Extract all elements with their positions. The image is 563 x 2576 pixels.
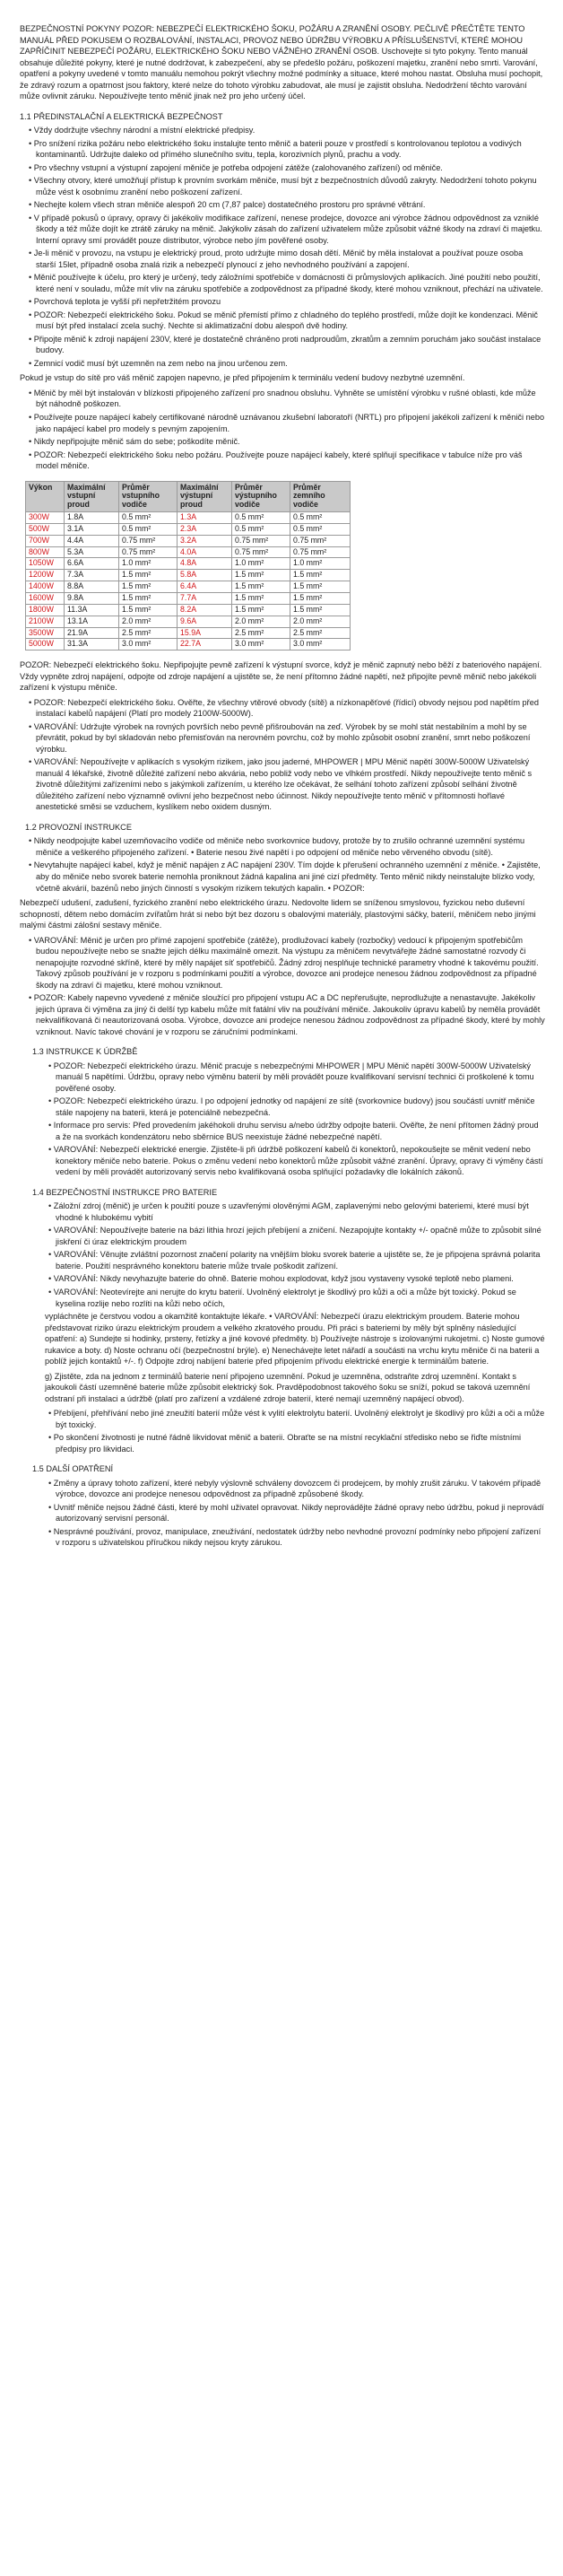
table-cell: 6.6A xyxy=(65,558,119,570)
table-cell: 7.7A xyxy=(178,593,232,605)
table-cell: 2.0 mm² xyxy=(119,616,178,627)
table-cell: 500W xyxy=(26,523,65,535)
cable-spec-table xyxy=(25,481,351,651)
warning-paragraph: POZOR: Nebezpečí elektrického šoku. Nepřipojujte pevně zařízení k výstupní svorce, když je měnič zapnutý nebo běží z bateriového napájení. Vždy vypněte zdroj napájení, odpojte od zdroje napájení a ujistěte se, že není přítomno žádné napětí, než připojíte pevně měnič nebo jakékoli zařízení k výstupu měniče. xyxy=(20,660,542,693)
table-cell: 0.75 mm² xyxy=(290,535,351,546)
list-item: • VAROVÁNÍ: Nepoužívejte baterie na bázi lithia hrozí jejich přebíjení a zničení. Nezapojujte kontakty +/- opačně může to způsobit silné jiskření či úraz elektrickým proudem xyxy=(45,1225,545,1247)
table-row xyxy=(26,593,351,605)
table-cell: 0.5 mm² xyxy=(290,512,351,524)
table-cell: 2.0 mm² xyxy=(232,616,290,627)
table-cell: 1.5 mm² xyxy=(119,604,178,616)
table-cell: 1.5 mm² xyxy=(290,593,351,605)
table-cell: 1.0 mm² xyxy=(290,558,351,570)
table-cell: 15.9A xyxy=(178,627,232,639)
table-row xyxy=(26,616,351,627)
list-item: • Nechejte kolem všech stran měniče alespoň 20 cm (7,87 palce) dostatečného prostoru pro správné větrání. xyxy=(25,199,545,211)
list-item: • Po skončení životnosti je nutné řádně likvidovat měnič a baterii. Obraťte se na místní recyklační středisko nebo se řiďte místními předpisy pro likvidaci. xyxy=(45,1432,545,1454)
table-cell: 1050W xyxy=(26,558,65,570)
list-item: • VAROVÁNÍ: Věnujte zvláštní pozornost značení polarity na vnějším bloku svorek baterie a ujistěte se, že je připojena správná polarita baterie. Použití nesprávného konektoru baterie může trvale poškodit zařízení. xyxy=(45,1249,545,1271)
table-cell: 22.7A xyxy=(178,639,232,651)
table-cell: 3500W xyxy=(26,627,65,639)
table-row xyxy=(26,523,351,535)
list-item: • Změny a úpravy tohoto zařízení, které nebyly výslovně schváleny dovozcem či prodejcem, by mohly zrušit záruku. V takovém případě výrobce, dovozce ani prodejce nenesou odpovědnost za případně způsobené škody. xyxy=(45,1478,545,1500)
table-cell: 2.5 mm² xyxy=(232,627,290,639)
table-row xyxy=(26,581,351,593)
list-item: • Měnič používejte k účelu, pro který je určený, tedy záložními spotřebiče v domácnosti či průmyslových aplikacích. Jiné použití nebo použití, které není v souladu, může mít vliv na záruku spotřebiče a zodpovědnost za případné škody, které mohou vzniknout, přechází na uživatele. xyxy=(25,272,545,294)
table-cell: 13.1A xyxy=(65,616,119,627)
table-cell: 2.5 mm² xyxy=(290,627,351,639)
table-cell: 3.0 mm² xyxy=(290,639,351,651)
column-header: Průměr vstupního vodiče xyxy=(119,481,178,512)
table-row xyxy=(26,604,351,616)
table-cell: 300W xyxy=(26,512,65,524)
table-cell: 0.5 mm² xyxy=(232,512,290,524)
column-header: Průměr výstupního vodiče xyxy=(232,481,290,512)
table-cell: 4.4A xyxy=(65,535,119,546)
section-2-title: 1.2 PROVOZNÍ INSTRUKCE xyxy=(25,822,132,832)
intro-paragraph: BEZPEČNOSTNÍ POKYNY POZOR: NEBEZPEČÍ ELEKTRICKÉHO ŠOKU, POŽÁRU A ZRANĚNÍ OSOBY. PEČLIVĚ PŘEČTĚTE TENTO MANUÁL PŘED POKUSEM O ROZBALOVÁNÍ, INSTALACI, PROVOZ NEBO ÚDRŽBU VÝROBKU A PŘÍSLUŠENSTVÍ, KTERÉ MOHOU ZAPŘÍČINIT NEBEZPEČÍ POŽÁRU, ELEKTRICKÉHO ŠOKU NEBO VÁŽNÉHO ZRANĚNÍ OSOB. Uschovejte si tyto pokyny. Tento manuál obsahuje důležité pokyny, které je nutné dodržovat, k zabezpečení, aby se předešlo požáru, poškození majetku, zranění nebo smrti. Varování, opatření a pokyny uvedené v tomto manuálu nemohou pokrýt všechny možné podmínky a situace, které mohou nastat. Obsluha musí pochopit, že zdravý rozum a opatrnost jsou faktory, které nelze do tohoto výrobku zabudovat, ale musí je zajistit obsluha. Nedodržení těchto varování může ovlivnit záruku. Nepoužívejte tento měnič jinak než pro jeho určený účel. xyxy=(20,24,543,101)
list-item: • Záložní zdroj (měnič) je určen k použití pouze s uzavřenými olověnými AGM, zaplavenými nebo gelovými bateriemi, které musí být vhodné k hlubokému vybití xyxy=(45,1201,545,1223)
list-item: • Pro všechny vstupní a výstupní zapojení měniče je potřeba odpojení zátěže (zalohovaného zařízení) od měniče. xyxy=(25,162,545,174)
table-cell: 0.75 mm² xyxy=(232,546,290,558)
list-item: • POZOR: Kabely napevno vyvedené z měniče sloužící pro připojení vstupu AC a DC nepřerušujte, neprodlužujte a nenastavujte. Jakékoliv jejich úprava či výměna za jiný či delší typ kabelu může mít fatální vliv na používání měniče. Jakoukoliv úpravu kabelů by neměla provádět nekvalifikovaná či neautorizovaná osoba. Výrobce, dovozce ani prodejce nenesou žádnou zodpovědnost za případné škody, které by mohly vzniknout. Navíc takové chování je v rozporu se záručními podmínkami. xyxy=(25,992,545,1037)
table-cell: 0.5 mm² xyxy=(290,523,351,535)
table-cell: 1.3A xyxy=(178,512,232,524)
list-item: • Nikdy neodpojujte kabel uzemňovacího vodiče od měniče nebo svorkovnice budovy, protože by to zrušilo ochranné uzemnění systému měniče a veškerého připojeného zařízení. • Baterie nesou živé napětí i po odpojení od měniče nebo věrveného obvodu (sítě). xyxy=(25,835,545,858)
table-cell: 5.8A xyxy=(178,570,232,581)
table-row xyxy=(26,627,351,639)
list-item: vypláchněte je čerstvou vodou a okamžitě kontaktujte lékaře. • VAROVÁNÍ: Nebezpečí úrazu elektrickým proudem. Baterie mohou představovat riziko úrazu elektrickým proudem a velkého zkratového proudu. Při práci s bateriemi by měly být splněny následující opatření: a) Sundejte si hodinky, prsteny, řetízky a jiné kovové předměty. b) Používejte nástroje s izolovanými rukojetmi. c) Noste gumové rukavice a boty. d) Noste ochranu očí (bezpečnostní brýle). e) Nenechávejte letet nářadí a součásti na vrchu krytu měniče či na baterii a poblíž jejich kontaktů +/-. f) Odpojte zdroj nabíjení baterie před připojením přívodu elektrické energie k terminálům baterie. xyxy=(45,1312,545,1367)
table-cell: 1.5 mm² xyxy=(119,581,178,593)
table-cell: 1.5 mm² xyxy=(290,604,351,616)
list-item: • Připojte měnič k zdroji napájení 230V, které je dostatečně chráněno proti nadproudům, zkratům a zemním poruchám jako součást instalace budovy. xyxy=(25,334,545,356)
table-row xyxy=(26,512,351,524)
table-cell: 7.3A xyxy=(65,570,119,581)
section-3 xyxy=(32,1046,545,1178)
list-item: • POZOR: Nebezpečí elektrického úrazu. I po odpojení jednotky od napájení ze sítě (svorkovnice budovy) jsou součástí uvnitř měniče stále napojeny na baterii, která je potenciálně nebezpečná. xyxy=(45,1096,545,1118)
table-row xyxy=(26,639,351,651)
section-4-title: 1.4 BEZPEČNOSTNÍ INSTRUKCE PRO BATERIE xyxy=(32,1187,218,1197)
table-cell: 2.3A xyxy=(178,523,232,535)
section-1-title: 1.1 PŘEDINSTALAČNÍ A ELEKTRICKÁ BEZPEČNOST xyxy=(20,111,223,121)
section-1-list xyxy=(20,125,545,471)
table-cell: 9.8A xyxy=(65,593,119,605)
list-item: • POZOR: Nebezpečí elektrického šoku nebo požáru. Používejte pouze napájecí kabely, které splňují specifikace v tabulce níže pro váš model měniče. xyxy=(25,450,545,472)
table-cell: 3.2A xyxy=(178,535,232,546)
table-cell: 3.0 mm² xyxy=(119,639,178,651)
table-cell: 2.0 mm² xyxy=(290,616,351,627)
table-cell: 0.5 mm² xyxy=(232,523,290,535)
section-2-list xyxy=(20,835,545,1037)
table-cell: 1.5 mm² xyxy=(232,593,290,605)
table-cell: 1.5 mm² xyxy=(232,581,290,593)
list-item: • VAROVÁNÍ: Neotevírejte ani nerujte do krytu baterií. Uvolněný elektrolyt je škodlivý pro kůži a oči a může být toxický. Pokud se kyselina rozlije nebo rozlíti na kůži nebo očích, xyxy=(45,1287,545,1309)
table-cell: 21.9A xyxy=(65,627,119,639)
manual-page xyxy=(20,0,545,1549)
list-item: • VAROVÁNÍ: Nepoužívejte v aplikacích s vysokým rizikem, jako jsou jaderné, MHPOWER | MPU Měnič napětí 300W-5000W Uživatelský manuál 4 lékařské, životně důležité zařízení nebo akvária, nebo pobliž vody nebo ve vlhkém prostředí. Nikdy nepoužívejte tento měnič s životně důležitými zařízeními nebo s jakýmkoli zařízením, u kterého lze očekávat, že selhání tohoto zařízení způsobí selhání životně důležitého zařízení nebo významně ovlivní jeho bezpečnost nebo účinnost. Nikdy nepoužívejte tento měnič v přítomnosti hořlavé anestetické směsi se vzduchem, kyslíkem nebo oxidem dusným. xyxy=(25,756,545,813)
table-row xyxy=(26,546,351,558)
list-item: • Vždy dodržujte všechny národní a místní elektrické předpisy. xyxy=(25,125,545,136)
section-5 xyxy=(32,1463,545,1549)
list-item: • POZOR: Nebezpečí elektrického šoku. Pokud se měnič přemístí přímo z chladného do teplého prostředí, může dojít ke kondenzaci. Měnič musí být před instalací zcela suchý. Nechte si aklimatizační dobu alespoň dvě hodiny. xyxy=(25,310,545,332)
column-header: Maximální výstupní proud xyxy=(178,481,232,512)
list-item: • V případě pokusů o úpravy, opravy či jakékoliv modifikace zařízení, nenese prodejce, dovozce ani výrobce žádnou odpovědnost za vzniklé škody a též může dojít ke ztrátě záruky na měnič. Jakýkoliv zásah do zařízení uživatelem může způsobit vážné škody na zdraví či majetku. Interní opravy smí provádět pouze distributor, výrobce nebo jím pověřené osoby. xyxy=(25,213,545,247)
table-cell: 5.3A xyxy=(65,546,119,558)
after-table-list xyxy=(20,697,545,813)
table-cell: 1.5 mm² xyxy=(232,570,290,581)
table-header-row xyxy=(26,481,351,512)
table-cell: 31.3A xyxy=(65,639,119,651)
column-header: Maximální vstupní proud xyxy=(65,481,119,512)
column-header: Průměr zemního vodiče xyxy=(290,481,351,512)
table-cell: 2.5 mm² xyxy=(119,627,178,639)
table-cell: 1800W xyxy=(26,604,65,616)
table-cell: 700W xyxy=(26,535,65,546)
list-item: • POZOR: Nebezpečí elektrického úrazu. Měnič pracuje s nebezpečnými MHPOWER | MPU Měnič napětí 300W-5000W Uživatelský manuál 5 napětími. Údržbu, opravy nebo výměnu baterií by měli provádět pouze kvalifikovaní servisní technici či proškolené k tomu pověřené osoby. xyxy=(45,1061,545,1095)
list-item: • Nikdy nepřipojujte měnič sám do sebe; poškodíte měnič. xyxy=(25,436,545,448)
table-cell: 5000W xyxy=(26,639,65,651)
section-4 xyxy=(32,1187,545,1454)
table-cell: 11.3A xyxy=(65,604,119,616)
table-cell: 0.75 mm² xyxy=(232,535,290,546)
list-item: • Používejte pouze napájecí kabely certifikované národně uznávanou zkušební laboratoří (NRTL) pro připojení jakékoli zařízení k měniči nebo jako napájecí kabel pro modely s pevným zapojením. xyxy=(25,412,545,434)
list-item: • POZOR: Nebezpečí elektrického šoku. Ověřte, že všechny vtěrové obvody (sítě) a nízkonapěťové (řídicí) obvody nejsou pod napětím před instalací kabelů napájení (Platí pro modely 2100W-5000W). xyxy=(25,697,545,720)
table-cell: 1200W xyxy=(26,570,65,581)
list-item: Pokud je vstup do sítě pro váš měnič zapojen napevno, je před připojením k terminálu vedení budovy nezbytné uzemnění. xyxy=(20,373,465,383)
list-item: • Pro snížení rizika požáru nebo elektrického šoku instalujte tento měnič a baterii pouze v prostředí s kontrolovanou teplotou a vodivých kontaminantů. Udržujte daleko od přímého slunečního svitu, tepla, korozivních plynů, prachu a vody. xyxy=(25,138,545,161)
table-cell: 8.8A xyxy=(65,581,119,593)
section-5-title: 1.5 DALŠÍ OPATŘENÍ xyxy=(32,1464,114,1474)
table-cell: 0.5 mm² xyxy=(119,512,178,524)
list-item: • Všechny otvory, které umožňují přístup k provním svorkám měniče, musí být z bezpečnostních důvodů zakryty. Nedodržení tohoto pokynu může vést k osobnímu zranění nebo poškození zařízení. xyxy=(25,175,545,197)
list-item: • Přebíjení, přehřívání nebo jiné zneužití baterií může vést k vylití elektrolytu baterií. Uvolněný elektrolyt je škodlivý pro kůži a oči a může být toxický. xyxy=(45,1408,545,1430)
table-row xyxy=(26,558,351,570)
list-item: • Informace pro servis: Před provedením jakéhokoli druhu servisu a/nebo údržby odpojte baterii. Ověřte, že není přítomen žádný proud a že na svorkách kondenzátoru nebo sběrnice BUS neexistuje žádné nebezpečné napětí. xyxy=(45,1120,545,1142)
table-cell: 0.5 mm² xyxy=(119,523,178,535)
table-cell: 1.5 mm² xyxy=(232,604,290,616)
list-item: • Měnič by měl být instalován v blízkosti připojeného zařízení pro snadnou obsluhu. Vyhněte se umístění výrobku v rušné oblasti, kde může být náhodně poškozen. xyxy=(25,388,545,410)
table-cell: 1600W xyxy=(26,593,65,605)
list-item: • Nesprávné používání, provoz, manipulace, zneužívání, nedostatek údržby nebo nevhodné provozní podmínky nebo připojení zařízení v rozporu s uživatelskou příručkou nikdy nejsou kryty zárukou. xyxy=(45,1526,545,1549)
list-item: • Povrchová teplota je vyšší při nepřetržitém provozu xyxy=(25,296,545,308)
table-cell: 1.5 mm² xyxy=(290,570,351,581)
table-cell: 4.0A xyxy=(178,546,232,558)
table-cell: 2100W xyxy=(26,616,65,627)
list-item: • VAROVÁNÍ: Měnič je určen pro přímé zapojení spotřebiče (zátěže), prodlužovací kabely (rozbočky) vedoucí k připojeným spotřebičům budou nepoužívejte nebo se snažte jejich délku maximálně omezit. Na výstupu za měničem nevytvářejte žádné samostatné rozvody či nenapojujte rozvodné skříně, které by měly napájet síť spotřebičů. Žádný zdroj nesplňuje technické parametry vhodné k takovému použití. Takový způsob používání je v rozporu s podmínkami použití a výrobce, dovozce ani prodejce nenesou žádnou zodpovědnost za případné škody na zdraví či majetku, které mohou vzniknout. xyxy=(25,935,545,991)
table-cell: 0.75 mm² xyxy=(119,546,178,558)
table-cell: 1.0 mm² xyxy=(119,558,178,570)
list-item: • Zemnicí vodič musí být uzemněn na zem nebo na jinou určenou zem. xyxy=(25,358,545,370)
table-body xyxy=(26,512,351,651)
table-row xyxy=(26,535,351,546)
table-cell: 1.5 mm² xyxy=(119,570,178,581)
list-item: • VAROVÁNÍ: Nebezpečí elektrické energie. Zjistěte-li při údržbě poškození kabelů či konektorů, nepokoušejte se měnit vedení nebo konektory měniče nebo baterie. Pokus o změnu vedení nebo konektorů může způsobit vážné zranění. Úpravy, opravy či výměny částí vedení by měli provádět autorizovaný servis nebo kvalifikovaná osoba splňující požadavky dle lokálních zákonů. xyxy=(45,1144,545,1178)
table-cell: 3.1A xyxy=(65,523,119,535)
table-cell: 9.6A xyxy=(178,616,232,627)
table-cell: 1.0 mm² xyxy=(232,558,290,570)
table-cell: 0.75 mm² xyxy=(119,535,178,546)
list-item: • Nevytahujte napájecí kabel, když je měnič napájen z AC napájení 230V. Tím dojde k přerušení ochranného uzemnění z měniče. • Zajistěte, aby do měniče nebo svorek baterie nemohla proniknout žádná kapalina ani jiné cizí předměty. Tento měnič nikdy neinstalujte blízko vody, včetně akvárií, bazénů nebo jiných činností s vysokým rizikem tekutých kapalin. • POZOR: xyxy=(25,860,545,894)
table-cell: 6.4A xyxy=(178,581,232,593)
table-cell: 1.8A xyxy=(65,512,119,524)
table-cell: 1400W xyxy=(26,581,65,593)
table-cell: 1.5 mm² xyxy=(290,581,351,593)
table-cell: 8.2A xyxy=(178,604,232,616)
list-item: Nebezpečí udušení, zadušení, fyzického zranění nebo elektrického úrazu. Nedovolte lidem se sníženou smyslovou, fyzickou nebo duševní schopností, dětem nebo domácím zvířatům hrát si nebo být bez dozoru s obalovými materiály, plastovými sáčky, baterií, měničem nebo jinými malými částmi zálošní sestavy měniče. xyxy=(20,898,536,930)
table-row xyxy=(26,570,351,581)
column-header: Výkon xyxy=(26,481,65,512)
list-item: g) Zjistěte, zda na jednom z terminálů baterie není připojeno uzemnění. Pokud je uzemněna, odstraňte zdroj uzemnění. Kontakt s jakoukoli částí uzemněné baterie může způsobit elektrický šok. Pravděpodobnost takového šoku se sníží, pokud se taková uzemnění odstraní při instalaci a údržbě (platí pro zařízení a vzdálené zdroje baterií, které nemají uzemněný napájecí obvod). xyxy=(45,1371,531,1403)
table-cell: 0.75 mm² xyxy=(290,546,351,558)
table-cell: 1.5 mm² xyxy=(119,593,178,605)
list-item: • Uvnitř měniče nejsou žádné části, které by mohl uživatel opravovat. Nikdy neprovádějte žádné opravy nebo údržbu, pokud ji neprovádí autorizovaný servisní personál. xyxy=(45,1502,545,1524)
list-item: • VAROVÁNÍ: Nikdy nevyhazujte baterie do ohně. Baterie mohou explodovat, když jsou vystaveny vysoké teplotě nebo plameni. xyxy=(45,1273,545,1285)
table-cell: 800W xyxy=(26,546,65,558)
table-cell: 3.0 mm² xyxy=(232,639,290,651)
list-item: • Je-li měnič v provozu, na vstupu je elektrický proud, proto udržujte mimo dosah dětí. Měnič by měla instalovat a používat pouze osoba starší 15let, případně osoba znalá rizik a nebezpečí plynoucí z jeho nevhodného používání a zapojení. xyxy=(25,248,545,270)
table-cell: 4.8A xyxy=(178,558,232,570)
list-item: • VAROVÁNÍ: Udržujte výrobek na rovných površích nebo pevně přišroubován na zeď. Výrobek by se mohl stát nestabilním a mohl by se převrátit, pokud by byl skladován nebo přemisťován na nerovném povrchu, což by mohlo způsobit osobní zranění, smrt nebo poškození výrobku. xyxy=(25,721,545,755)
section-3-title: 1.3 INSTRUKCE K ÚDRŽBĚ xyxy=(32,1047,138,1057)
